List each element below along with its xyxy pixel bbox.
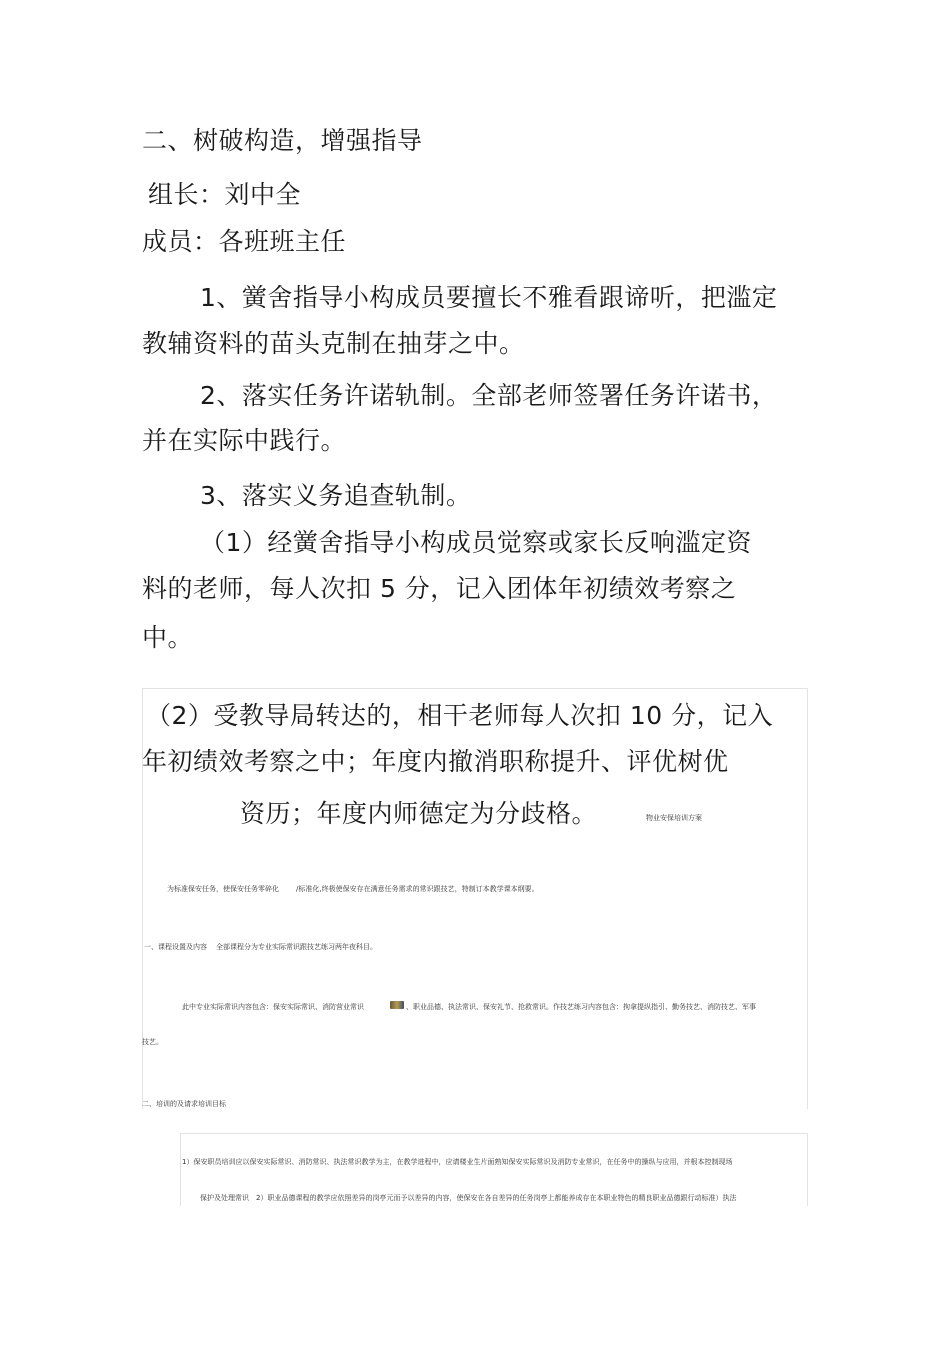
sub1-line1: （1）经黉舍指导小构成员觉察或家长反响滥定资 — [200, 528, 752, 557]
sub1-line3: 中。 — [142, 623, 194, 652]
embedded-content-c: 技艺。 — [142, 1038, 163, 1046]
embedded-intro-a: 为标准保安任务，使保安任务零碎化 — [167, 885, 279, 893]
sub2-line2: 年初绩效考察之中；年度内撤消职称提升、评优树优 — [142, 747, 729, 776]
sub2-line3: 资历；年度内师德定为分歧格。 — [240, 799, 598, 828]
embedded-paragraph-2: 保护及处理常识 2）职业品德课程的教学应依照差异的岗亭元而予以差异的内容，使保安在各自差异的任务岗亭上都能养成存在本职业特色的精良职业品德跟行动标准）执法 — [200, 1194, 737, 1202]
members-line: 成员：各班班主任 — [142, 227, 347, 256]
embedded-section2-heading: 二、培训的及请求培训目标 — [142, 1100, 226, 1108]
item2-line2: 并在实际中践行。 — [142, 426, 347, 455]
leader-line: 组长：刘中全 — [148, 180, 302, 209]
item2-line1: 2、落实任务许诺轨制。全部老师签署任务许诺书， — [200, 381, 778, 410]
item1-line2: 教辅资料的苗头克制在抽芽之中。 — [142, 329, 525, 358]
sub1-line2: 料的老师，每人次扣 5 分，记入团体年初绩效考察之 — [142, 574, 737, 603]
embedded-content-a: 此中专业实际常识内容包含：保安实际常识、消防营业常识 — [182, 1003, 364, 1011]
section-heading: 二、树破构造，增强指导 — [142, 126, 423, 155]
embedded-thumbnail-image — [390, 1001, 404, 1009]
item1-line1: 1、黉舍指导小构成员要擅长不雅看跟谛听，把滥定 — [200, 283, 778, 312]
sub2-line1: （2）受教导局转达的，相干老师每人次扣 10 分，记入 — [146, 701, 774, 730]
embedded-section1-heading: 一、课程设置及内容 — [144, 943, 207, 951]
embedded-content-b: 、职业品德、执法常识、保安礼节、抢救常识。作技艺练习内容包含：拘拿提纵指引、勤务技艺、消防技艺、军事 — [406, 1003, 756, 1011]
embedded-paragraph-1: 1）保安职员培训应以保安实际常识、消防常识、执法常识教学为主，在教学进程中，应请楼业生片面熟知保安实际常识及消防专业常识，在任务中的操纵与应用，并根本控制现场 — [182, 1158, 733, 1166]
embedded-section1-text: 全部课程分为专业实际常识跟技艺练习两年夜科目。 — [216, 943, 377, 951]
embedded-intro-b: /标准化,终极使保安存在满意任务需求的常识跟技艺，特制订本教学课本纲要。 — [296, 885, 539, 893]
embedded-title: 物业安保培训方案 — [646, 814, 702, 822]
item3-line: 3、落实义务追查轨制。 — [200, 481, 472, 510]
